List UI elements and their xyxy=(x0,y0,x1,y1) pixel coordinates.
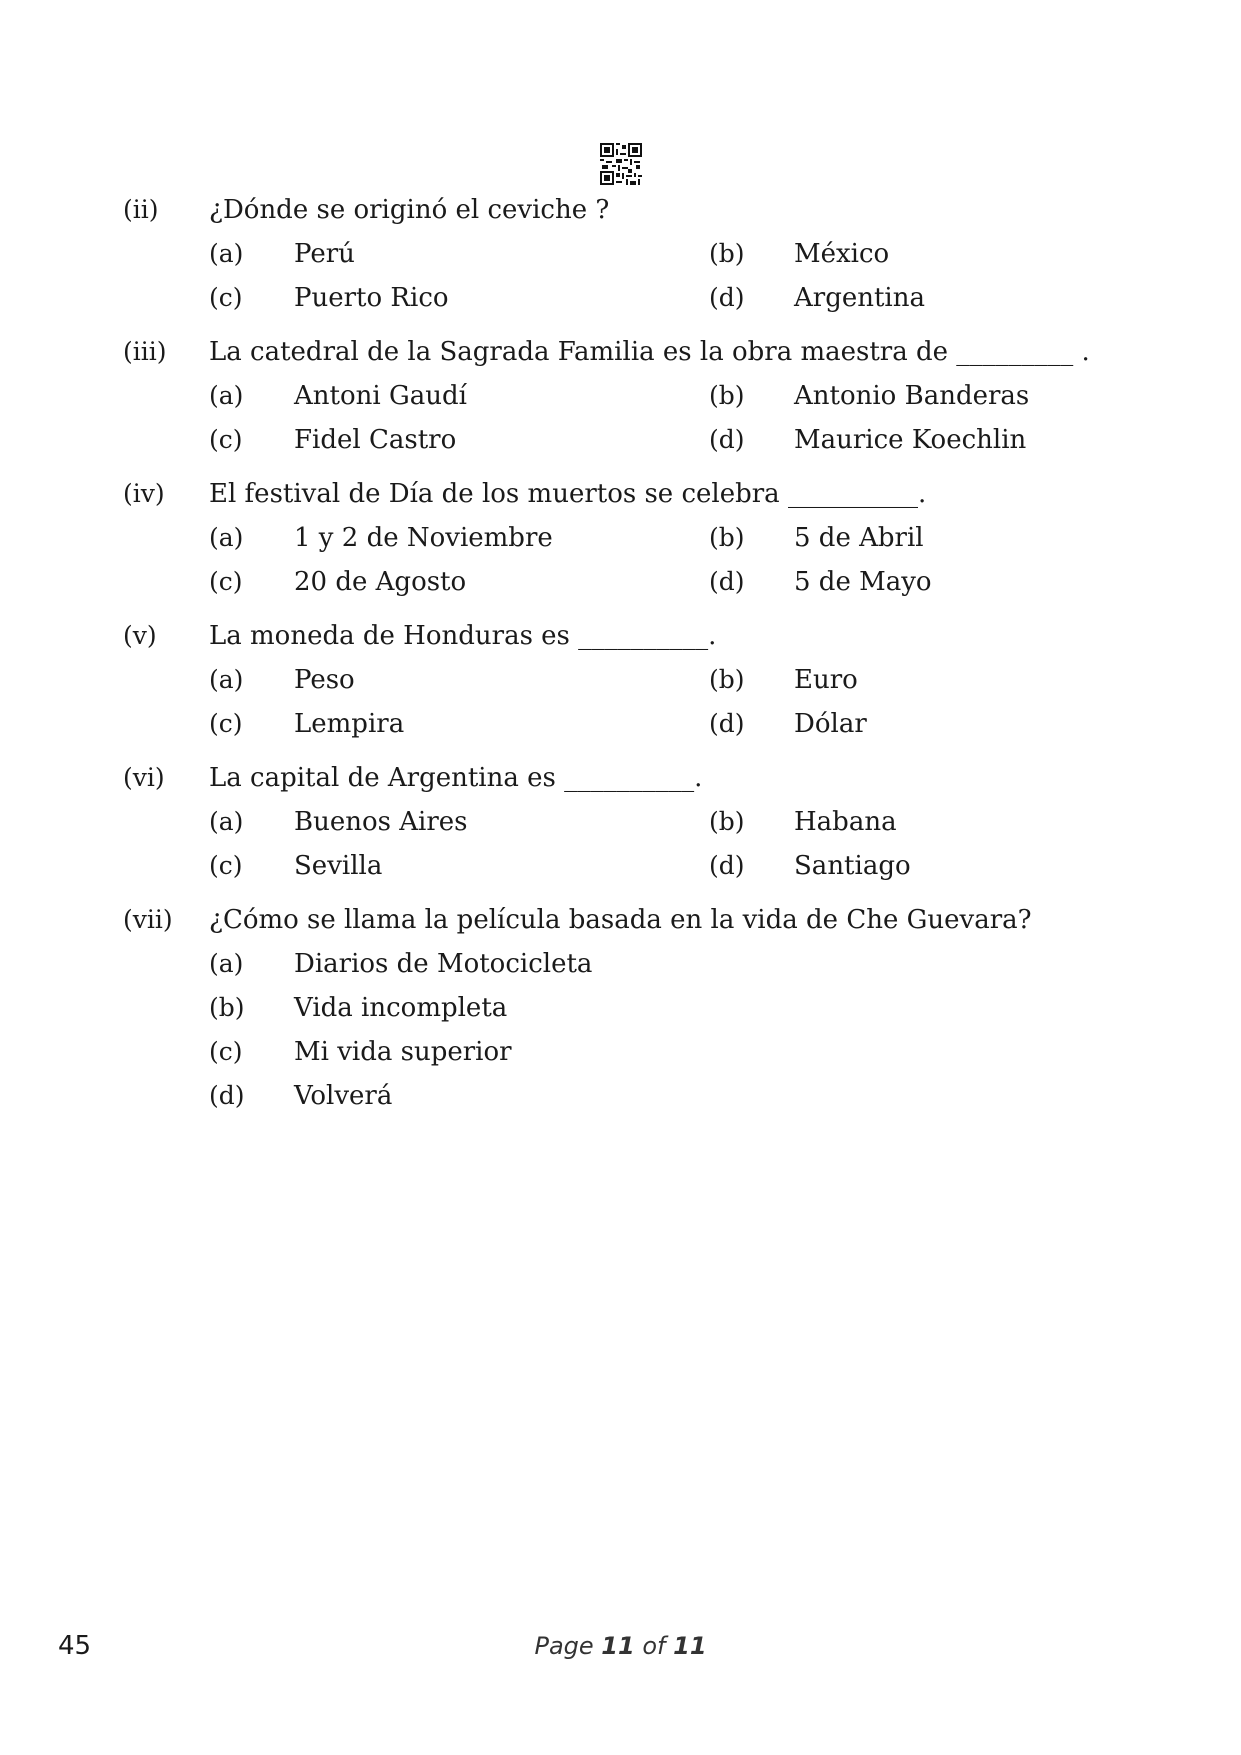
option-text: Argentina xyxy=(794,283,925,313)
page-word: Page xyxy=(534,1632,594,1660)
option-text: Antoni Gaudí xyxy=(294,381,467,411)
question-number: (ii) xyxy=(123,195,159,224)
option-text: Maurice Koechlin xyxy=(794,425,1027,455)
option-text: Euro xyxy=(794,665,858,695)
answer-option xyxy=(209,236,729,272)
option-label: (b) xyxy=(709,523,745,552)
question-text: La catedral de la Sagrada Familia es la obra maestra de _________ . xyxy=(209,337,1090,367)
option-label: (b) xyxy=(209,993,245,1022)
option-label: (a) xyxy=(209,665,244,694)
option-label: (c) xyxy=(209,567,243,596)
question-text: ¿Cómo se llama la película basada en la vida de Che Guevara? xyxy=(209,905,1032,935)
option-text: Vida incompleta xyxy=(294,993,508,1023)
option-label: (a) xyxy=(209,381,244,410)
answer-option xyxy=(209,946,729,982)
answer-option xyxy=(709,280,1229,316)
answer-option xyxy=(709,236,1229,272)
answer-option xyxy=(709,520,1229,556)
qr-code xyxy=(600,143,642,185)
question-number: (v) xyxy=(123,621,157,650)
option-label: (c) xyxy=(209,425,243,454)
answer-option xyxy=(709,564,1229,600)
option-label: (d) xyxy=(709,567,745,596)
question-text: ¿Dónde se originó el ceviche ? xyxy=(209,195,610,225)
option-text: 1 y 2 de Noviembre xyxy=(294,523,553,553)
answer-option xyxy=(209,706,729,742)
option-label: (b) xyxy=(709,239,745,268)
option-label: (a) xyxy=(209,239,244,268)
option-label: (d) xyxy=(709,425,745,454)
option-text: Fidel Castro xyxy=(294,425,457,455)
answer-option xyxy=(209,1034,729,1070)
answer-option xyxy=(209,848,729,884)
option-text: Santiago xyxy=(794,851,911,881)
answer-option xyxy=(209,990,729,1026)
answer-option xyxy=(209,378,729,414)
page-code: 45 xyxy=(58,1631,92,1661)
current-page: 11 xyxy=(601,1632,635,1660)
total-pages: 11 xyxy=(673,1632,707,1660)
option-text: Peso xyxy=(294,665,355,695)
option-label: (a) xyxy=(209,523,244,552)
answer-option xyxy=(709,378,1229,414)
answer-option xyxy=(209,662,729,698)
answer-option xyxy=(209,520,729,556)
page-number xyxy=(0,1628,1241,1664)
option-text: Diarios de Motocicleta xyxy=(294,949,593,979)
option-text: México xyxy=(794,239,890,269)
option-label: (d) xyxy=(709,851,745,880)
question-text: La capital de Argentina es __________. xyxy=(209,763,703,793)
answer-option xyxy=(709,848,1229,884)
answer-option xyxy=(709,804,1229,840)
question-number: (iv) xyxy=(123,479,165,508)
option-text: Habana xyxy=(794,807,897,837)
option-label: (b) xyxy=(709,807,745,836)
option-label: (d) xyxy=(709,283,745,312)
question-text: El festival de Día de los muertos se celebra __________. xyxy=(209,479,927,509)
option-label: (c) xyxy=(209,851,243,880)
option-label: (a) xyxy=(209,807,244,836)
option-text: Puerto Rico xyxy=(294,283,449,313)
option-text: Lempira xyxy=(294,709,405,739)
question-number: (iii) xyxy=(123,337,167,366)
option-label: (b) xyxy=(709,665,745,694)
option-label: (b) xyxy=(709,381,745,410)
question-number: (vi) xyxy=(123,763,165,792)
question-text: La moneda de Honduras es __________. xyxy=(209,621,717,651)
option-text: Sevilla xyxy=(294,851,383,881)
question-number: (vii) xyxy=(123,905,173,934)
option-text: Perú xyxy=(294,239,355,269)
answer-option xyxy=(209,564,729,600)
option-text: 5 de Mayo xyxy=(794,567,932,597)
answer-option xyxy=(209,422,729,458)
option-text: 20 de Agosto xyxy=(294,567,467,597)
option-label: (d) xyxy=(209,1081,245,1110)
option-text: Buenos Aires xyxy=(294,807,468,837)
option-label: (c) xyxy=(209,283,243,312)
option-label: (d) xyxy=(709,709,745,738)
option-label: (c) xyxy=(209,1037,243,1066)
of-word: of xyxy=(642,1632,666,1660)
option-label: (c) xyxy=(209,709,243,738)
answer-option xyxy=(209,804,729,840)
option-label: (a) xyxy=(209,949,244,978)
option-text: Volverá xyxy=(294,1081,393,1111)
answer-option xyxy=(709,706,1229,742)
answer-option xyxy=(209,1078,729,1114)
answer-option xyxy=(709,662,1229,698)
option-text: Mi vida superior xyxy=(294,1037,512,1067)
option-text: 5 de Abril xyxy=(794,523,924,553)
option-text: Dólar xyxy=(794,709,867,739)
answer-option xyxy=(709,422,1229,458)
option-text: Antonio Banderas xyxy=(794,381,1030,411)
answer-option xyxy=(209,280,729,316)
